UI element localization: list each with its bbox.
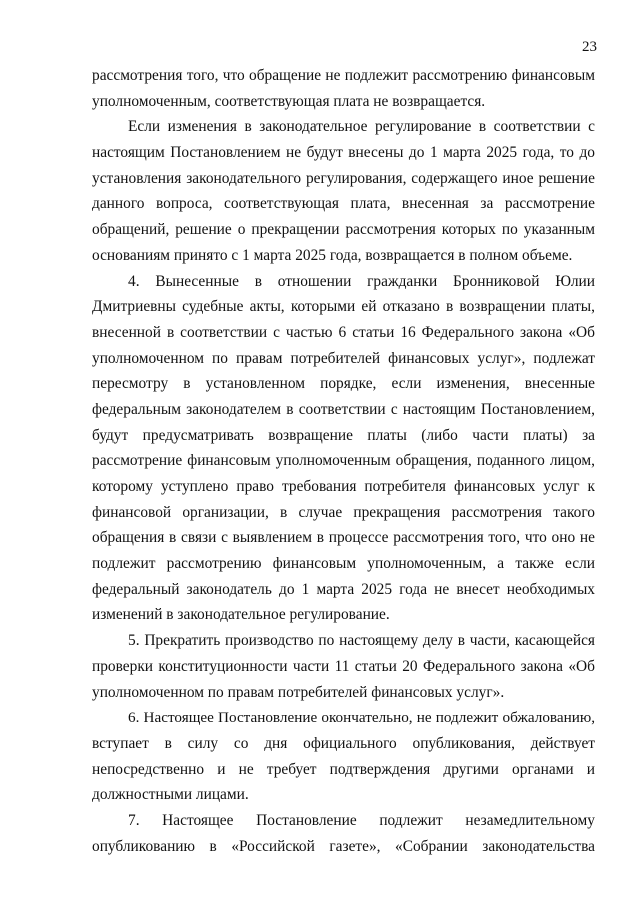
- text-line: настоящим Постановлением не будут внесены до 1 марта 2025 года, то до: [92, 144, 595, 162]
- text-line: проверки конституционности части 11 статьи 20 Федерального закона «Об: [92, 657, 595, 675]
- document-body: [92, 63, 595, 859]
- text-line: установления законодательного регулирования, содержащего иное решение: [92, 169, 595, 187]
- text-line: которому уступлено право требования потребителя финансовых услуг к: [92, 478, 595, 495]
- text-line: обращений, решение о прекращении рассмотрения которых по указанным: [92, 221, 595, 239]
- text-line: уполномоченном по правам потребителей финансовых услуг».: [92, 683, 505, 701]
- text-line: 5. Прекратить производство по настоящему делу в части, касающейся: [128, 632, 595, 650]
- text-line: изменений в законодательное регулирование.: [92, 606, 390, 624]
- text-line: рассмотрения того, что обращение не подлежит рассмотрению финансовым: [92, 67, 595, 84]
- text-line: 7. Настоящее Постановление подлежит незамедлительному: [128, 811, 595, 829]
- text-line: непосредственно и не требует подтверждения другими органами и: [92, 760, 595, 778]
- text-line: уполномоченном по правам потребителей финансовых услуг», подлежат: [92, 349, 595, 367]
- text-line: будут предусматривать возвращение платы (либо части платы) за: [92, 426, 595, 444]
- text-line: 4. Вынесенные в отношении гражданки Бронниковой Юлии: [128, 272, 595, 290]
- text-line: уполномоченным, соответствующая плата не возвращается.: [92, 92, 486, 110]
- paragraph-item-4: [92, 269, 595, 629]
- text-line: должностными лицами.: [92, 786, 249, 804]
- paragraph-item-5: [92, 628, 595, 705]
- text-line: федеральный законодатель до 1 марта 2025 года не внесет необходимых: [92, 580, 595, 598]
- text-line: федеральным законодателем в соответствии с настоящим Постановлением,: [92, 400, 595, 418]
- text-line: внесенной в соответствии с частью 6 статьи 16 Федерального закона «Об: [92, 323, 595, 341]
- text-line: Дмитриевны судебные акты, которыми ей отказано в возвращении платы,: [92, 298, 595, 316]
- paragraph-continuation: [92, 63, 595, 114]
- text-line: данного вопроса, соответствующая плата, внесенная за рассмотрение: [92, 195, 595, 213]
- text-line: основаниям принято с 1 марта 2025 года, возвращается в полном объеме.: [92, 246, 573, 264]
- paragraph-refund-condition: [92, 114, 595, 268]
- text-line: 6. Настоящее Постановление окончательно, не подлежит обжалованию,: [128, 709, 595, 727]
- text-line: финансовой организации, в случае прекращения рассмотрения такого: [92, 503, 595, 521]
- text-line: опубликованию в «Российской газете», «Собрании законодательства: [92, 837, 595, 855]
- paragraph-item-6: [92, 705, 595, 808]
- text-line: пересмотру в установленном порядке, если изменения, внесенные: [92, 375, 595, 393]
- text-line: обращения в связи с выявлением в процессе рассмотрения того, что оно не: [92, 529, 595, 547]
- text-line: подлежит рассмотрению финансовым уполномоченным, а также если: [92, 555, 595, 573]
- text-line: вступает в силу со дня официального опубликования, действует: [92, 734, 595, 752]
- text-line: Если изменения в законодательное регулирование в соответствии с: [128, 118, 595, 136]
- paragraph-item-7: [92, 808, 595, 859]
- page-number: 23: [582, 39, 597, 55]
- text-line: рассмотрение финансовым уполномоченным обращения, поданного лицом,: [92, 452, 595, 470]
